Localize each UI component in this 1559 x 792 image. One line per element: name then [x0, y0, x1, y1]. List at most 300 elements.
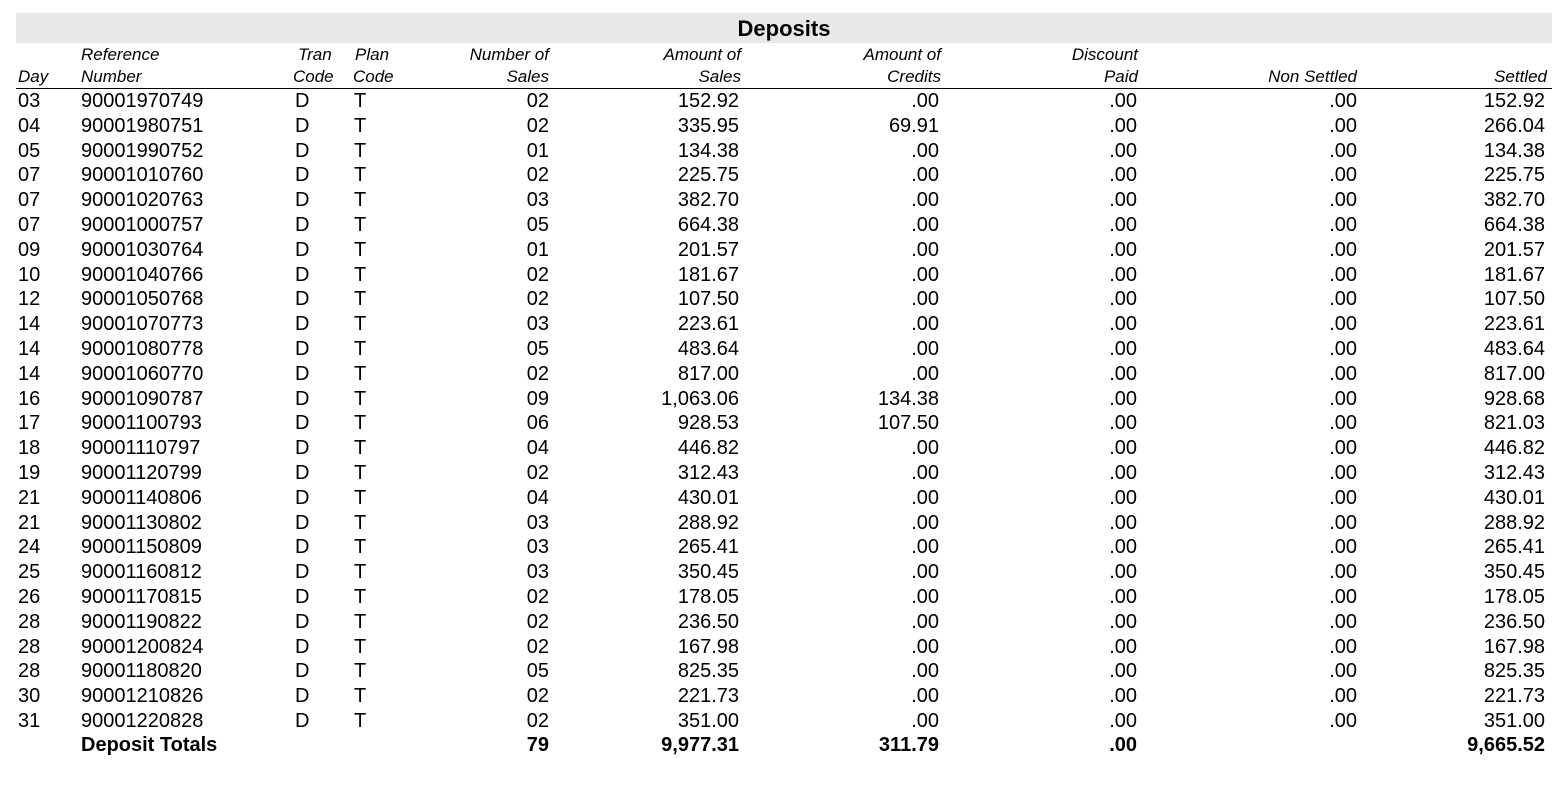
cell-plan-code: T [354, 139, 367, 162]
header-amt-sales-line1: Amount of [663, 45, 741, 64]
cell-amt-credits: .00 [911, 635, 939, 658]
cell-non-settled: .00 [1329, 139, 1357, 162]
cell-settled: 312.43 [1483, 461, 1545, 484]
cell-day: 07 [18, 164, 41, 187]
cell-plan-code: T [354, 610, 367, 633]
cell-reference: 90001030764 [81, 238, 204, 261]
cell-plan-code: T [354, 337, 367, 360]
table-row [0, 411, 1559, 436]
cell-day: 16 [18, 387, 41, 410]
cell-day: 21 [18, 486, 41, 509]
cell-num-sales: 03 [526, 313, 549, 336]
cell-reference: 90001170815 [81, 585, 202, 608]
cell-plan-code: T [354, 213, 367, 236]
totals-amt-credits: 311.79 [878, 734, 939, 756]
cell-amt-sales: 817.00 [677, 362, 739, 385]
cell-discount: .00 [1109, 263, 1137, 286]
cell-reference: 90001110797 [81, 437, 201, 460]
cell-num-sales: 02 [526, 288, 549, 311]
totals-row [0, 732, 1559, 758]
cell-non-settled: .00 [1329, 685, 1357, 708]
cell-settled: 288.92 [1483, 511, 1545, 534]
cell-amt-credits: .00 [911, 238, 939, 261]
cell-tran-code: D [295, 114, 310, 137]
cell-amt-sales: 335.95 [677, 114, 739, 137]
cell-tran-code: D [295, 635, 310, 658]
cell-settled: 351.00 [1483, 709, 1545, 732]
cell-settled: 221.73 [1483, 685, 1545, 708]
cell-discount: .00 [1109, 337, 1137, 360]
cell-plan-code: T [354, 635, 367, 658]
cell-discount: .00 [1109, 437, 1137, 460]
cell-discount: .00 [1109, 213, 1137, 236]
cell-amt-credits: .00 [911, 709, 939, 732]
cell-amt-sales: 265.41 [677, 536, 739, 559]
cell-amt-credits: .00 [911, 313, 939, 336]
cell-amt-credits: 134.38 [877, 387, 939, 410]
cell-discount: .00 [1109, 709, 1137, 732]
cell-non-settled: .00 [1329, 362, 1357, 385]
cell-day: 31 [18, 709, 41, 732]
cell-plan-code: T [354, 362, 367, 385]
table-row [0, 163, 1559, 188]
cell-plan-code: T [354, 585, 367, 608]
cell-day: 04 [18, 114, 41, 137]
cell-day: 21 [18, 511, 41, 534]
cell-reference: 90001990752 [81, 139, 204, 162]
cell-tran-code: D [295, 213, 310, 236]
cell-plan-code: T [354, 263, 367, 286]
cell-non-settled: .00 [1329, 412, 1357, 435]
cell-discount: .00 [1109, 412, 1137, 435]
table-row [0, 139, 1559, 164]
table-row [0, 387, 1559, 412]
cell-amt-credits: .00 [911, 139, 939, 162]
table-row [0, 461, 1559, 486]
cell-plan-code: T [354, 90, 367, 112]
cell-day: 03 [18, 90, 41, 112]
cell-amt-credits: .00 [911, 486, 939, 509]
cell-non-settled: .00 [1329, 114, 1357, 137]
cell-amt-sales: 312.43 [677, 461, 739, 484]
cell-num-sales: 02 [526, 461, 549, 484]
cell-amt-credits: .00 [911, 585, 939, 608]
cell-reference: 90001150809 [81, 536, 202, 559]
cell-non-settled: .00 [1329, 164, 1357, 187]
cell-discount: .00 [1109, 90, 1137, 112]
cell-amt-sales: 382.70 [677, 189, 739, 212]
cell-num-sales: 02 [526, 362, 549, 385]
cell-amt-sales: 223.61 [677, 313, 739, 336]
header-reference-line1: Reference [81, 45, 160, 64]
cell-amt-sales: 152.92 [677, 90, 739, 112]
cell-num-sales: 02 [526, 635, 549, 658]
cell-reference: 90001020763 [81, 189, 204, 212]
header-plan-code-line1: Plan [355, 45, 390, 64]
cell-discount: .00 [1109, 461, 1137, 484]
cell-amt-credits: .00 [911, 164, 939, 187]
cell-non-settled: .00 [1329, 437, 1357, 460]
cell-day: 18 [18, 437, 41, 460]
cell-tran-code: D [295, 90, 310, 112]
cell-non-settled: .00 [1329, 486, 1357, 509]
cell-num-sales: 03 [526, 511, 549, 534]
cell-tran-code: D [295, 164, 310, 187]
cell-amt-credits: .00 [911, 90, 939, 112]
table-row [0, 659, 1559, 684]
cell-amt-sales: 664.38 [677, 213, 739, 236]
cell-settled: 225.75 [1483, 164, 1545, 187]
cell-settled: 265.41 [1483, 536, 1545, 559]
cell-amt-credits: .00 [911, 213, 939, 236]
cell-reference: 90001970749 [81, 90, 204, 112]
cell-plan-code: T [354, 461, 367, 484]
cell-non-settled: .00 [1329, 213, 1357, 236]
cell-day: 12 [18, 288, 41, 311]
table-row [0, 188, 1559, 213]
cell-discount: .00 [1109, 114, 1137, 137]
table-row [0, 89, 1559, 114]
cell-num-sales: 03 [526, 536, 549, 559]
cell-settled: 134.38 [1483, 139, 1545, 162]
cell-plan-code: T [354, 486, 367, 509]
cell-settled: 382.70 [1483, 189, 1545, 212]
cell-discount: .00 [1109, 610, 1137, 633]
cell-settled: 664.38 [1483, 213, 1545, 236]
cell-reference: 90001160812 [81, 561, 202, 584]
cell-plan-code: T [354, 288, 367, 311]
cell-num-sales: 02 [526, 610, 549, 633]
table-row [0, 287, 1559, 312]
cell-amt-sales: 107.50 [677, 288, 739, 311]
cell-amt-sales: 288.92 [677, 511, 739, 534]
cell-day: 17 [18, 412, 41, 435]
cell-num-sales: 04 [526, 486, 549, 509]
cell-settled: 152.92 [1483, 90, 1545, 112]
cell-tran-code: D [295, 685, 310, 708]
header-plan-code-line2: Code [353, 67, 394, 86]
table-row [0, 312, 1559, 337]
cell-non-settled: .00 [1329, 585, 1357, 608]
cell-num-sales: 02 [526, 164, 549, 187]
cell-non-settled: .00 [1329, 610, 1357, 633]
header-num-sales-line1: Number of [469, 45, 549, 64]
cell-day: 30 [18, 685, 41, 708]
cell-non-settled: .00 [1329, 536, 1357, 559]
cell-tran-code: D [295, 437, 310, 460]
cell-amt-sales: 928.53 [677, 412, 739, 435]
cell-plan-code: T [354, 437, 367, 460]
cell-num-sales: 06 [526, 412, 549, 435]
table-row [0, 585, 1559, 610]
cell-amt-sales: 167.98 [677, 635, 739, 658]
cell-tran-code: D [295, 263, 310, 286]
cell-day: 14 [18, 362, 41, 385]
cell-settled: 181.67 [1483, 263, 1545, 286]
cell-num-sales: 09 [526, 387, 549, 410]
cell-plan-code: T [354, 685, 367, 708]
cell-tran-code: D [295, 238, 310, 261]
cell-day: 28 [18, 635, 41, 658]
cell-settled: 817.00 [1483, 362, 1545, 385]
cell-amt-sales: 201.57 [677, 238, 739, 261]
cell-reference: 90001000757 [81, 213, 204, 236]
cell-num-sales: 03 [526, 189, 549, 212]
cell-reference: 90001190822 [81, 610, 202, 633]
header-amt-credits-line2: Credits [887, 67, 941, 86]
cell-amt-sales: 446.82 [677, 437, 739, 460]
cell-reference: 90001130802 [81, 511, 202, 534]
cell-settled: 266.04 [1483, 114, 1545, 137]
cell-num-sales: 05 [526, 337, 549, 360]
cell-reference: 90001090787 [81, 387, 204, 410]
cell-discount: .00 [1109, 362, 1137, 385]
cell-non-settled: .00 [1329, 189, 1357, 212]
table-row [0, 610, 1559, 635]
table-row [0, 560, 1559, 585]
table-row [0, 511, 1559, 536]
cell-non-settled: .00 [1329, 90, 1357, 112]
cell-reference: 90001210826 [81, 685, 204, 708]
cell-amt-credits: .00 [911, 263, 939, 286]
cell-plan-code: T [354, 709, 367, 732]
cell-plan-code: T [354, 660, 367, 683]
cell-day: 10 [18, 263, 41, 286]
cell-discount: .00 [1109, 486, 1137, 509]
cell-num-sales: 05 [526, 213, 549, 236]
cell-settled: 430.01 [1483, 486, 1545, 509]
totals-amt-sales: 9,977.31 [661, 734, 739, 756]
cell-discount: .00 [1109, 139, 1137, 162]
cell-plan-code: T [354, 511, 367, 534]
cell-num-sales: 02 [526, 709, 549, 732]
header-tran-code-line2: Code [293, 67, 334, 86]
cell-amt-sales: 350.45 [677, 561, 739, 584]
table-row [0, 238, 1559, 263]
cell-day: 14 [18, 337, 41, 360]
cell-tran-code: D [295, 610, 310, 633]
cell-day: 19 [18, 461, 41, 484]
cell-reference: 90001180820 [81, 660, 202, 683]
cell-plan-code: T [354, 536, 367, 559]
cell-reference: 90001120799 [81, 461, 202, 484]
cell-reference: 90001140806 [81, 486, 202, 509]
cell-amt-sales: 1,063.06 [661, 387, 739, 410]
cell-settled: 350.45 [1483, 561, 1545, 584]
cell-amt-sales: 483.64 [677, 337, 739, 360]
cell-day: 07 [18, 189, 41, 212]
cell-discount: .00 [1109, 635, 1137, 658]
cell-discount: .00 [1109, 660, 1137, 683]
deposits-table-body [0, 89, 1559, 734]
cell-amt-credits: .00 [911, 610, 939, 633]
cell-amt-credits: .00 [911, 685, 939, 708]
cell-tran-code: D [295, 660, 310, 683]
cell-amt-credits: .00 [911, 337, 939, 360]
cell-reference: 90001040766 [81, 263, 204, 286]
totals-num-sales: 79 [526, 734, 549, 756]
cell-amt-credits: .00 [911, 288, 939, 311]
cell-discount: .00 [1109, 189, 1137, 212]
cell-num-sales: 01 [526, 238, 549, 261]
header-amt-sales-line2: Sales [698, 67, 741, 86]
cell-reference: 90001220828 [81, 709, 204, 732]
cell-amt-sales: 225.75 [677, 164, 739, 187]
cell-non-settled: .00 [1329, 263, 1357, 286]
cell-settled: 483.64 [1483, 337, 1545, 360]
totals-label: Deposit Totals [81, 734, 218, 756]
cell-amt-credits: 107.50 [877, 412, 939, 435]
table-row [0, 436, 1559, 461]
cell-amt-credits: .00 [911, 461, 939, 484]
totals-settled: 9,665.52 [1467, 734, 1545, 756]
cell-amt-sales: 178.05 [677, 585, 739, 608]
cell-non-settled: .00 [1329, 238, 1357, 261]
cell-amt-credits: .00 [911, 362, 939, 385]
cell-amt-credits: .00 [911, 189, 939, 212]
table-row [0, 684, 1559, 709]
table-row [0, 709, 1559, 734]
cell-day: 07 [18, 213, 41, 236]
cell-num-sales: 02 [526, 585, 549, 608]
cell-tran-code: D [295, 362, 310, 385]
cell-amt-sales: 430.01 [677, 486, 739, 509]
cell-amt-sales: 236.50 [677, 610, 739, 633]
cell-discount: .00 [1109, 511, 1137, 534]
header-discount-line2: Paid [1103, 67, 1138, 86]
cell-plan-code: T [354, 313, 367, 336]
cell-amt-credits: .00 [911, 437, 939, 460]
cell-day: 09 [18, 238, 41, 261]
cell-discount: .00 [1109, 288, 1137, 311]
cell-amt-sales: 221.73 [677, 685, 739, 708]
cell-settled: 928.68 [1483, 387, 1545, 410]
table-row [0, 486, 1559, 511]
cell-amt-sales: 351.00 [677, 709, 739, 732]
header-amt-credits-line1: Amount of [863, 45, 941, 64]
cell-tran-code: D [295, 511, 310, 534]
header-day: Day [18, 67, 49, 86]
header-non-settled: Non Settled [1268, 67, 1357, 86]
table-row [0, 263, 1559, 288]
cell-plan-code: T [354, 164, 367, 187]
cell-non-settled: .00 [1329, 288, 1357, 311]
cell-settled: 821.03 [1483, 412, 1545, 435]
cell-non-settled: .00 [1329, 387, 1357, 410]
cell-non-settled: .00 [1329, 561, 1357, 584]
header-reference-line2: Number [81, 67, 142, 86]
table-row [0, 535, 1559, 560]
cell-day: 24 [18, 536, 41, 559]
cell-tran-code: D [295, 139, 310, 162]
cell-num-sales: 01 [526, 139, 549, 162]
cell-discount: .00 [1109, 164, 1137, 187]
table-row [0, 114, 1559, 139]
cell-discount: .00 [1109, 536, 1137, 559]
cell-reference: 90001080778 [81, 337, 204, 360]
header-num-sales-line2: Sales [506, 67, 549, 86]
cell-settled: 167.98 [1483, 635, 1545, 658]
cell-tran-code: D [295, 585, 310, 608]
cell-plan-code: T [354, 114, 367, 137]
cell-day: 05 [18, 139, 41, 162]
table-row [0, 635, 1559, 660]
cell-settled: 178.05 [1483, 585, 1545, 608]
cell-non-settled: .00 [1329, 461, 1357, 484]
cell-settled: 825.35 [1483, 660, 1545, 683]
cell-tran-code: D [295, 288, 310, 311]
cell-amt-credits: 69.91 [888, 114, 939, 137]
cell-num-sales: 02 [526, 90, 549, 112]
cell-num-sales: 02 [526, 685, 549, 708]
cell-settled: 201.57 [1483, 238, 1545, 261]
cell-reference: 90001100793 [81, 412, 202, 435]
cell-non-settled: .00 [1329, 635, 1357, 658]
cell-discount: .00 [1109, 313, 1137, 336]
cell-plan-code: T [354, 412, 367, 435]
cell-day: 28 [18, 660, 41, 683]
totals-discount: .00 [1109, 734, 1137, 756]
cell-num-sales: 02 [526, 114, 549, 137]
cell-amt-credits: .00 [911, 511, 939, 534]
cell-day: 26 [18, 585, 41, 608]
cell-reference: 90001070773 [81, 313, 204, 336]
cell-discount: .00 [1109, 585, 1137, 608]
header-discount-line1: Discount [1071, 45, 1138, 64]
cell-tran-code: D [295, 709, 310, 732]
cell-amt-credits: .00 [911, 536, 939, 559]
cell-tran-code: D [295, 486, 310, 509]
cell-plan-code: T [354, 238, 367, 261]
table-row [0, 362, 1559, 387]
cell-discount: .00 [1109, 238, 1137, 261]
cell-non-settled: .00 [1329, 511, 1357, 534]
cell-num-sales: 02 [526, 263, 549, 286]
deposits-title: Deposits [16, 13, 1552, 43]
cell-settled: 236.50 [1483, 610, 1545, 633]
cell-tran-code: D [295, 189, 310, 212]
cell-plan-code: T [354, 561, 367, 584]
cell-discount: .00 [1109, 685, 1137, 708]
cell-tran-code: D [295, 337, 310, 360]
cell-tran-code: D [295, 561, 310, 584]
cell-amt-sales: 825.35 [677, 660, 739, 683]
cell-discount: .00 [1109, 561, 1137, 584]
header-tran-code-line1: Tran [298, 45, 332, 64]
cell-amt-sales: 181.67 [677, 263, 739, 286]
cell-settled: 446.82 [1483, 437, 1545, 460]
cell-non-settled: .00 [1329, 709, 1357, 732]
cell-tran-code: D [295, 412, 310, 435]
cell-day: 14 [18, 313, 41, 336]
cell-non-settled: .00 [1329, 660, 1357, 683]
cell-tran-code: D [295, 536, 310, 559]
cell-settled: 223.61 [1483, 313, 1545, 336]
cell-amt-sales: 134.38 [677, 139, 739, 162]
cell-day: 28 [18, 610, 41, 633]
cell-settled: 107.50 [1483, 288, 1545, 311]
cell-reference: 90001010760 [81, 164, 204, 187]
header-settled: Settled [1494, 67, 1547, 86]
cell-tran-code: D [295, 461, 310, 484]
cell-non-settled: .00 [1329, 313, 1357, 336]
cell-tran-code: D [295, 313, 310, 336]
cell-discount: .00 [1109, 387, 1137, 410]
cell-non-settled: .00 [1329, 337, 1357, 360]
cell-amt-credits: .00 [911, 561, 939, 584]
table-row [0, 213, 1559, 238]
cell-num-sales: 03 [526, 561, 549, 584]
